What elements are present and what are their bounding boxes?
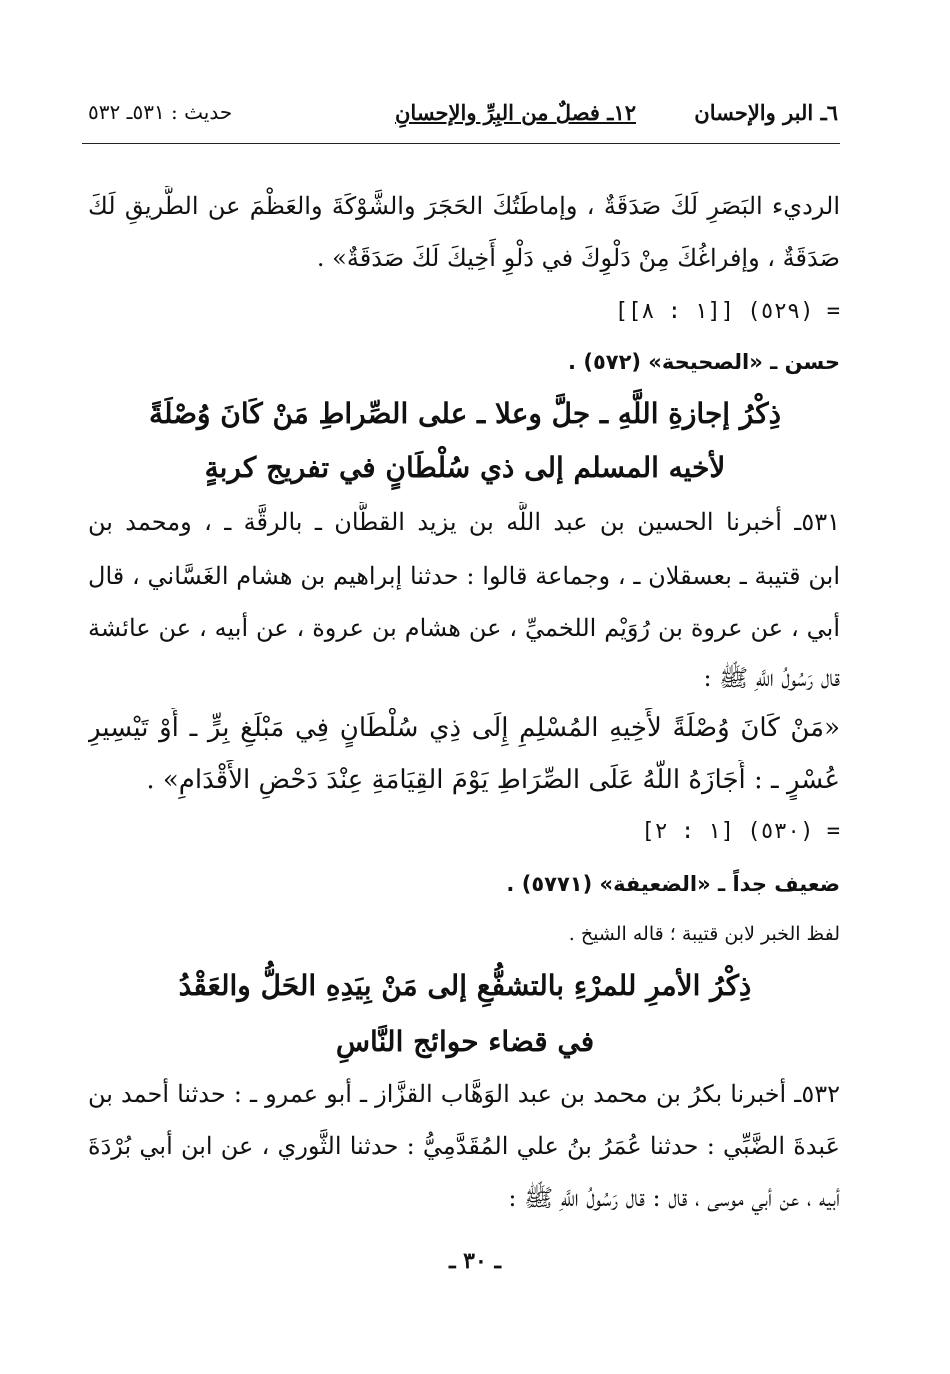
text-line: عَبدةَ الضَّبِّي : حدثنا عُمَرُ بنُ علي المُقَدَّمِيُّ : حدثنا الثَّوري ، عن ابن أبي بُرْدَةَ xyxy=(88,1132,840,1160)
chapter-heading: ذِكْرُ إجازةِ اللَّهِ ـ جلَّ وعلا ـ على الصِّراطِ مَنْ كَانَ وُصْلَةً xyxy=(148,397,782,430)
chapter-heading: لأخيه المسلم إلى ذي سُلْطَانٍ في تفريج كربةٍ xyxy=(204,451,726,484)
grading-line: حسن ـ «الصحيحة» (٥٧٢) . xyxy=(568,350,840,374)
text-line: أبي ، عن عروة بن رُوَيْم اللخميِّ ، عن هشام بن عروة ، عن أبيه ، عن عائشة xyxy=(88,614,840,642)
chapter-heading: في قضاء حوائج النَّاسِ xyxy=(335,1025,595,1058)
running-header-section: ١٢ـ فصلٌ من البِرِّ والإحسانِ xyxy=(395,100,636,125)
reference-line: = (٥٢٩) [[١ : ٨]] xyxy=(614,299,840,324)
text-line: صَدَقَةٌ ، وإفراغُكَ مِنْ دَلْوِكَ في دَلْوِ أَخِيكَ لَكَ صَدَقَةٌ» . xyxy=(316,244,840,272)
text-line: الرديء البَصَرِ لَكَ صَدَقَةٌ ، وإماطَتُكَ الحَجَرَ والشَّوْكَةَ والعَظْمَ عن الطَّريقِ لَكَ xyxy=(88,192,840,220)
text-line: ٥٣٢ـ أخبرنا بكرُ بن محمد بن عبد الوَهَّاب القزَّاز ـ أبو عمرو ـ : حدثنا أحمد بن xyxy=(88,1080,840,1108)
reference-line: = (٥٣٠) [١ : ٢] xyxy=(641,819,840,844)
text-line: ابن قتيبة ـ بعسقلان ـ ، وجماعة قالوا : حدثنا إبراهيم بن هشام الغَسَّاني ، قال xyxy=(88,562,840,590)
grading-line: ضعيف جداً ـ «الضعيفة» (٥٧٧١) . xyxy=(506,872,840,896)
text-line: ٥٣١ـ أخبرنا الحسين بن عبد اللَّه بن يزيد القطَّان ـ بالرقَّة ـ ، ومحمد بن xyxy=(88,508,840,536)
running-header-book: ٦ـ البر والإحسان xyxy=(694,100,838,125)
text-line: قال رَسُولُ اللَّهِ ﷺ : xyxy=(703,664,840,692)
running-header-hadith-range: حديث : ٥٣١ـ ٥٣٢ xyxy=(88,100,233,124)
header-rule xyxy=(82,143,840,144)
text-line: أبيه ، عن أبي موسى ، قال : قال رَسُولُ اللَّهِ ﷺ : xyxy=(508,1184,840,1212)
page-number: ـ ٣٠ ـ xyxy=(449,1248,501,1274)
matn-line: «مَنْ كَانَ وُصْلَةً لأَخِيهِ المُسْلِمِ إِلَى ذِي سُلْطَانٍ فِي مَبْلَغِ بِرٍّ ـ أَوْ تَيْسِيرِ xyxy=(88,713,840,743)
note-line: لفظ الخبر لابن قتيبة ؛ قاله الشيخ . xyxy=(568,923,840,945)
chapter-heading: ذِكْرُ الأمرِ للمرْءِ بالتشفُّعِ إلى مَنْ بِيَدِهِ الحَلُّ والعَقْدُ xyxy=(178,969,752,1002)
matn-line: عُسْرٍ ـ : أَجَازَهُ اللَّهُ عَلَى الصِّرَاطِ يَوْمَ القِيَامَةِ عِنْدَ دَحْضِ الأَقْدَامِ» . xyxy=(146,765,840,795)
